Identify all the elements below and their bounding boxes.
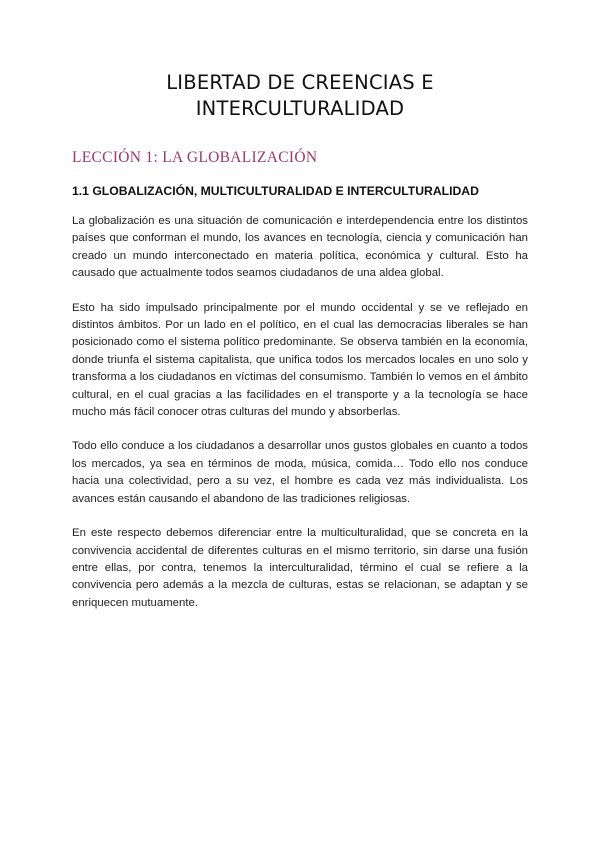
paragraph-2: Esto ha sido impulsado principalmente por el mundo occidental y se ve reflejado en distintos ámbitos. Por un lado en el político, en el cual las democracias liberales se han posicionado como el sistema político predominante. Se observa también en la economía, donde triunfa el sistema capitalista, que unifica todos los mercados locales en uno solo y transforma a los ciudadanos en víctimas del consumismo. También lo vemos en el ámbito cultural, en el cual gracias a las facilidades en el transporte y a la tecnología se hace mucho más fácil conocer otras culturas del mundo y absorberlas.: [72, 301, 528, 419]
document-title: [72, 70, 528, 122]
document-title-line-2: INTERCULTURALIDAD: [195, 97, 405, 120]
document-page: [72, 0, 528, 612]
section-title: 1.1 GLOBALIZACIÓN, MULTICULTURALIDAD E INTERCULTURALIDAD: [72, 184, 479, 198]
paragraph-1: La globalización es una situación de comunicación e interdependencia entre los distintos países que conforman el mundo, los avances en tecnología, ciencia y comunicación han creado un mundo interconectado en materia política, económica y cultural. Esto ha causado que actualmente todos seamos ciudadanos de una aldea global.: [72, 215, 528, 280]
paragraph-3: Todo ello conduce a los ciudadanos a desarrollar unos gustos globales en cuanto a todos los mercados, ya sea en términos de moda, música, comida… Todo ello nos conduce hacia una colectividad, pero a su vez, el hombre es cada vez más individualista. Los avances están causando el abandono de las tradiciones religiosas.: [72, 440, 528, 505]
document-title-line-1: LIBERTAD DE CREENCIAS E: [166, 71, 434, 94]
lesson-title: LECCIÓN 1: LA GLOBALIZACIÓN: [72, 149, 318, 166]
paragraph-4: En este respecto debemos diferenciar entre la multiculturalidad, que se concreta en la convivencia accidental de diferentes culturas en el mismo territorio, sin darse una fusión entre ellas, por contra, tenemos la interculturalidad, término el cual se refiere a la convivencia pero además a la mezcla de culturas, estas se relacionan, se adaptan y se enriquecen mutuamente.: [72, 527, 528, 609]
